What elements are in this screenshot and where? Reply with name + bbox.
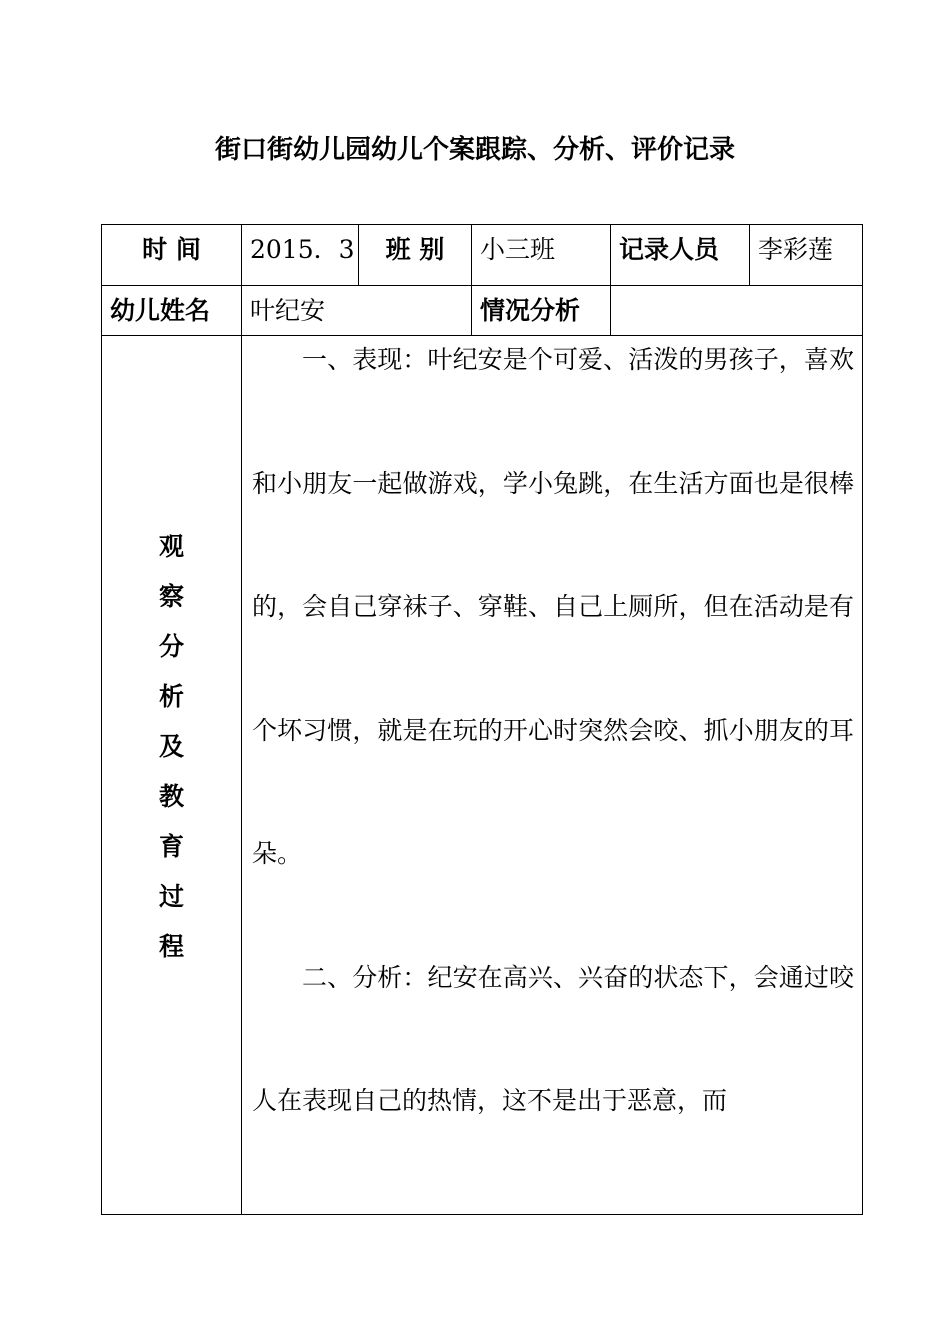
recorder-label: 记录人员 bbox=[619, 235, 720, 264]
process-content bbox=[242, 292, 862, 1163]
table-row bbox=[102, 336, 863, 1215]
class-label-cell bbox=[359, 225, 472, 286]
paragraph-analysis: 二、分析：纪安在高兴、兴奋的状态下，会通过咬人在表现自己的热情，这不是出于恶意，而 bbox=[252, 962, 854, 1115]
recorder-value: 李彩莲 bbox=[758, 235, 834, 264]
recorder-label-cell bbox=[611, 225, 750, 286]
record-table bbox=[101, 224, 863, 1215]
time-value: 2015．3 bbox=[250, 235, 355, 264]
process-label: 观察分析及教育过程 bbox=[158, 532, 184, 961]
recorder-value-cell bbox=[750, 225, 863, 286]
document-title: 街口街幼儿园幼儿个案跟踪、分析、评价记录 bbox=[214, 135, 735, 165]
child-name-value: 叶纪安 bbox=[250, 296, 326, 325]
paragraph-performance: 一、表现：叶纪安是个可爱、活泼的男孩子，喜欢和小朋友一起做游戏，学小兔跳，在生活方面也是很棒的，会自己穿袜子、穿鞋、自己上厕所，但在活动是有个坏习惯，就是在玩的开心时突然会咬、抓小朋友的耳朵。 bbox=[252, 345, 854, 868]
process-label-cell bbox=[102, 336, 242, 1215]
table-row bbox=[102, 225, 863, 286]
process-content-cell bbox=[242, 336, 863, 1215]
time-value-cell bbox=[242, 225, 359, 286]
child-name-label: 幼儿姓名 bbox=[110, 296, 211, 325]
time-label: 时 间 bbox=[142, 235, 201, 264]
analysis-label: 情况分析 bbox=[480, 296, 581, 325]
class-label: 班 别 bbox=[385, 235, 445, 264]
class-value: 小三班 bbox=[480, 235, 556, 264]
class-value-cell bbox=[472, 225, 611, 286]
child-name-label-cell bbox=[102, 286, 242, 336]
time-label-cell bbox=[102, 225, 242, 286]
